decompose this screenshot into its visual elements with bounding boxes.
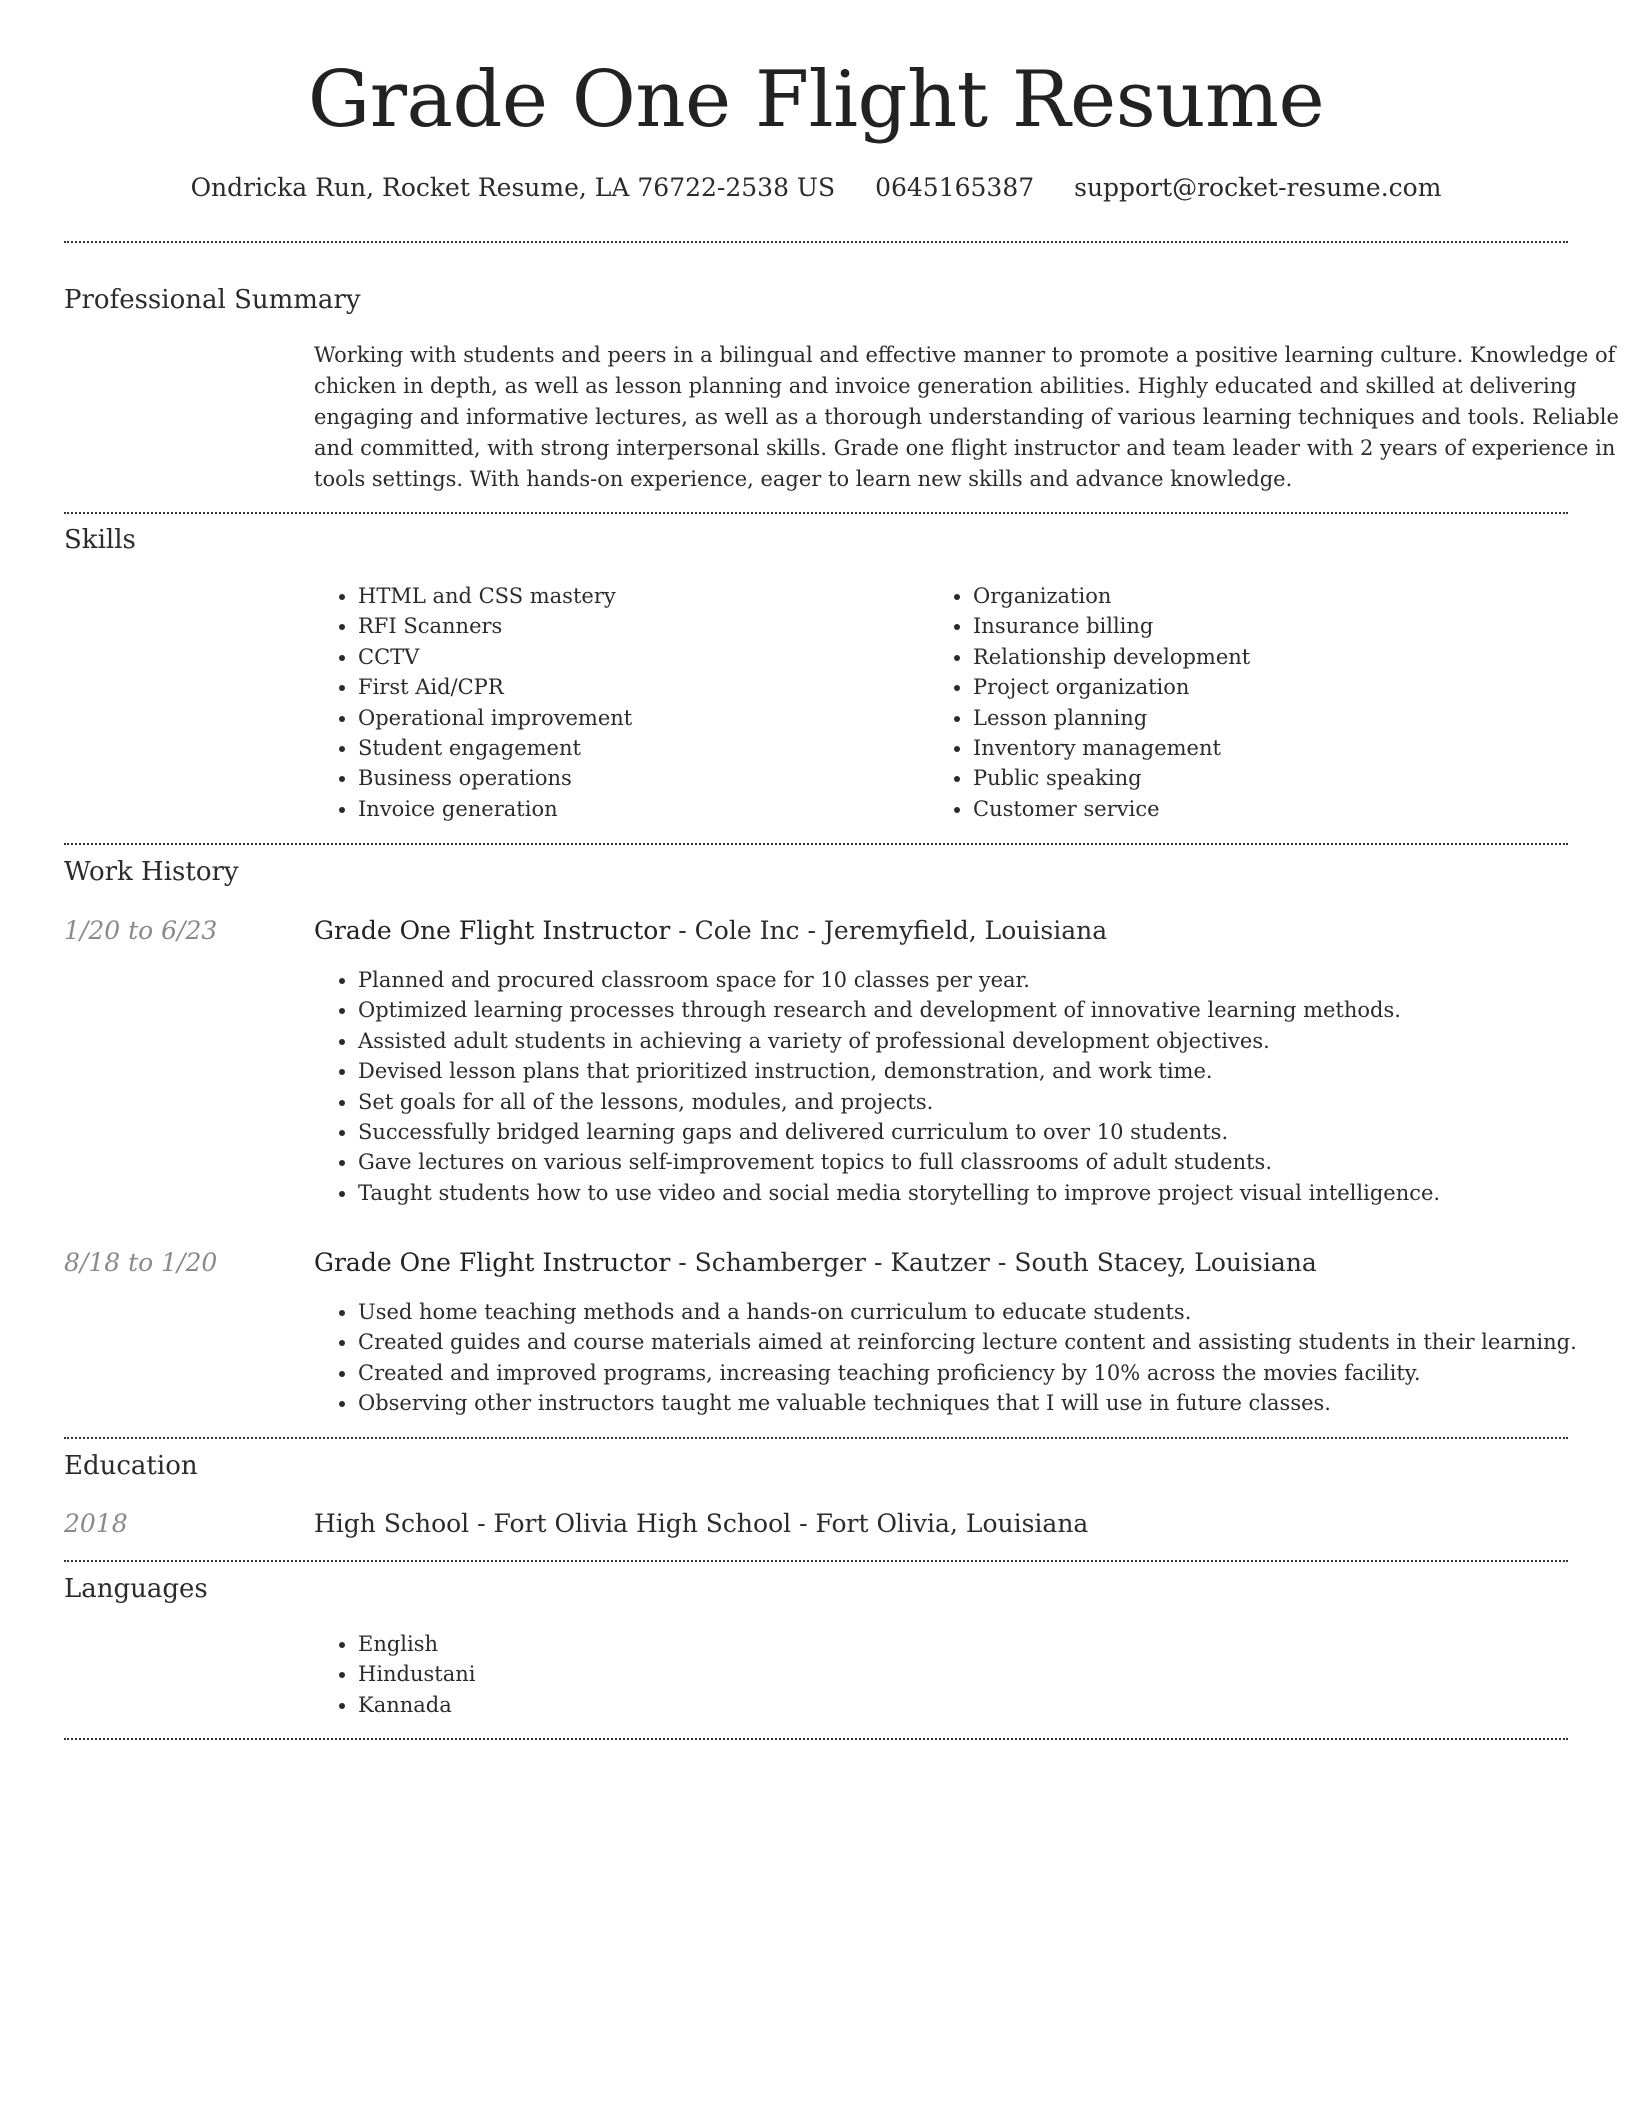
languages-heading: Languages [64, 1574, 208, 1604]
list-item: • Successfully bridged learning gaps and delivered curriculum to over 10 students. [358, 1117, 1618, 1147]
education-entry: High School - Fort Olivia High School - Fort Olivia, Louisiana [314, 1509, 1089, 1538]
list-item: • RFI Scanners [358, 611, 918, 641]
job-dates: 1/20 to 6/23 [64, 916, 218, 945]
list-item: • Project organization [973, 672, 1573, 702]
job-dates: 8/18 to 1/20 [64, 1248, 218, 1277]
list-item: • Organization [973, 581, 1573, 611]
list-item: • Observing other instructors taught me valuable techniques that I will use in future classes. [358, 1388, 1618, 1418]
contact-address: Ondricka Run, Rocket Resume, LA 76722-2538 US [190, 173, 836, 202]
contact-phone: 0645165387 [875, 173, 1035, 202]
education-heading: Education [64, 1451, 198, 1481]
skills-heading: Skills [64, 525, 136, 555]
job-bullets [314, 1297, 1618, 1419]
job-title: Grade One Flight Instructor [314, 1248, 671, 1277]
list-item: • First Aid/CPR [358, 672, 918, 702]
list-item: • Created guides and course materials aimed at reinforcing lecture content and assisting students in their learning. [358, 1327, 1618, 1357]
contact-line [64, 170, 1568, 206]
divider [64, 1560, 1568, 1562]
summary-text: Working with students and peers in a bilingual and effective manner to promote a positive learning culture. Knowledge of chicken in depth, as well as lesson planning and invoice generation abilities. Highly educated and skilled at delivering engaging and informative lectures, as well as a thorough understanding of various learning techniques and tools. Reliable and committed, with strong interpersonal skills. Grade one flight instructor and team leader with 2 years of experience in tools settings. With hands-on experience, eager to learn new skills and advance knowledge. [314, 343, 1619, 491]
divider [64, 512, 1568, 514]
list-item: • Student engagement [358, 733, 918, 763]
list-item: • Used home teaching methods and a hands-on curriculum to educate students. [358, 1297, 1618, 1327]
job-details: - Schamberger - Kautzer - South Stacey, Louisiana [670, 1248, 1317, 1277]
list-item: • Created and improved programs, increasing teaching proficiency by 10% across the movies facility. [358, 1358, 1618, 1388]
education-year: 2018 [64, 1509, 128, 1538]
list-item: • Taught students how to use video and social media storytelling to improve project visual intelligence. [358, 1178, 1618, 1208]
skills-list-right [929, 581, 1573, 824]
list-item: • Optimized learning processes through research and development of innovative learning methods. [358, 995, 1618, 1025]
list-item: • Devised lesson plans that prioritized instruction, demonstration, and work time. [358, 1056, 1618, 1086]
job-header [314, 1246, 1317, 1280]
job-details: - Cole Inc - Jeremyfield, Louisiana [670, 916, 1108, 945]
list-item: • Operational improvement [358, 703, 918, 733]
list-item: • HTML and CSS mastery [358, 581, 918, 611]
summary-heading: Professional Summary [64, 285, 361, 315]
list-item: • Assisted adult students in achieving a variety of professional development objectives. [358, 1026, 1618, 1056]
list-item: • Gave lectures on various self-improvement topics to full classrooms of adult students. [358, 1147, 1618, 1177]
resume-title: Grade One Flight Resume [307, 55, 1325, 145]
job-title: Grade One Flight Instructor [314, 916, 671, 945]
divider [64, 843, 1568, 845]
list-item: • Insurance billing [973, 611, 1573, 641]
list-item: • Invoice generation [358, 794, 918, 824]
list-item: • Lesson planning [973, 703, 1573, 733]
work-heading: Work History [64, 857, 239, 887]
divider [64, 241, 1568, 243]
list-item: • CCTV [358, 642, 918, 672]
divider [64, 1437, 1568, 1439]
list-item: • Customer service [973, 794, 1573, 824]
skills-list-left [314, 581, 918, 824]
list-item: • Business operations [358, 763, 918, 793]
languages-list [314, 1629, 958, 1720]
list-item: • Inventory management [973, 733, 1573, 763]
list-item: • Kannada [358, 1690, 958, 1720]
list-item: • Hindustani [358, 1659, 958, 1689]
list-item: • Set goals for all of the lessons, modules, and projects. [358, 1087, 1618, 1117]
list-item: • English [358, 1629, 958, 1659]
list-item: • Planned and procured classroom space for 10 classes per year. [358, 965, 1618, 995]
divider [64, 1738, 1568, 1740]
list-item: • Public speaking [973, 763, 1573, 793]
job-bullets [314, 965, 1618, 1208]
contact-email: support@rocket-resume.com [1074, 173, 1442, 202]
job-header [314, 914, 1107, 948]
list-item: • Relationship development [973, 642, 1573, 672]
